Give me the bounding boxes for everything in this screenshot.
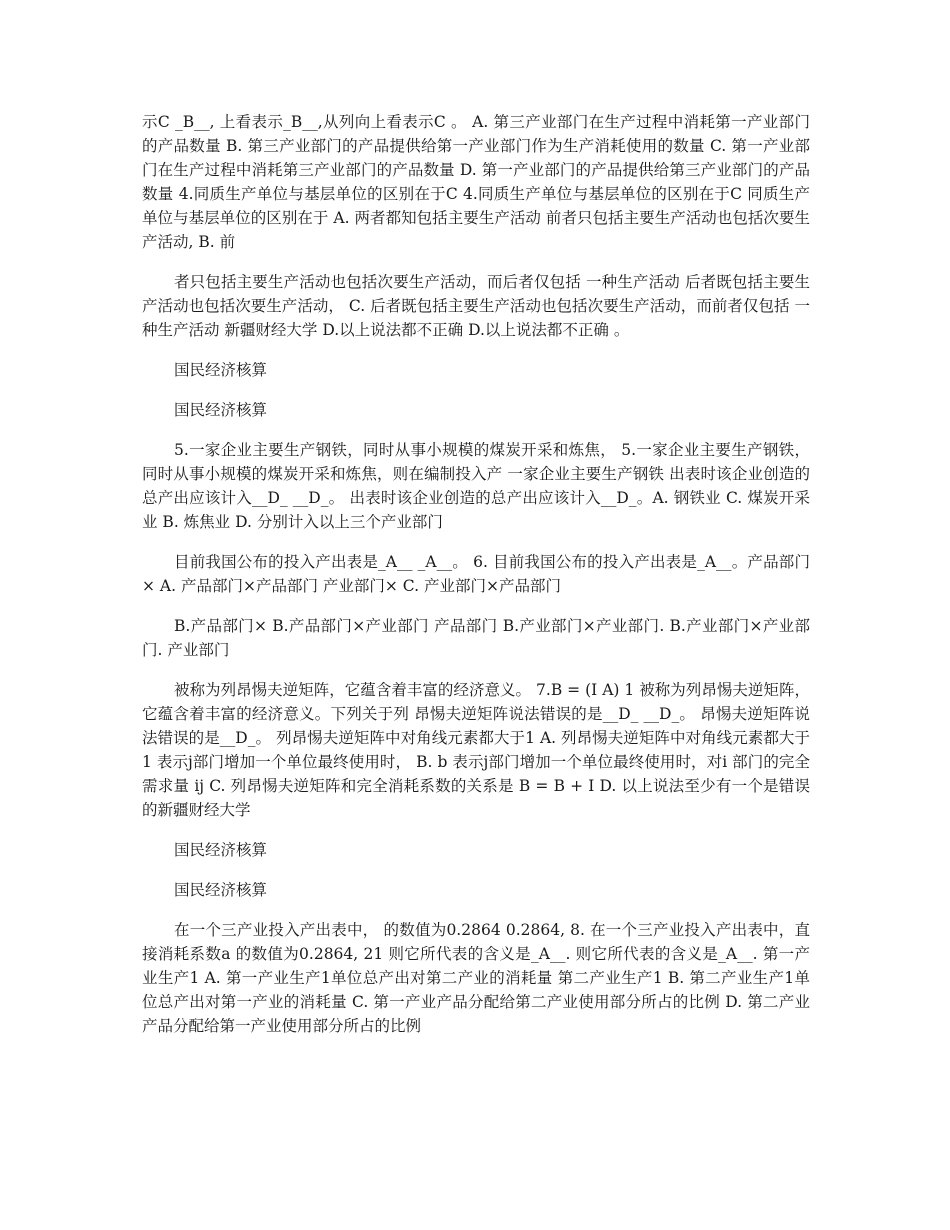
paragraph-q5: 5.一家企业主要生产钢铁，同时从事小规模的煤炭开采和炼焦， 5.一家企业主要生产钢铁，同时从事小规模的煤炭开采和炼焦，则在编制投入产 一家企业主要生产钢铁 出表时该企业创造的总产出应该计入__D_ __D_。 出表时该企业创造的总产出应该计入__D_。A. 钢铁业 C. 煤炭开采业 B. 炼焦业 D. 分别计入以上三个产业部门 — [142, 441, 810, 531]
section-heading: 国民经济核算 — [174, 881, 268, 899]
document-page — [142, 110, 810, 1054]
section-heading: 国民经济核算 — [174, 841, 268, 859]
section-heading: 国民经济核算 — [174, 401, 268, 419]
paragraph-q7: 被称为列昂惕夫逆矩阵，它蕴含着丰富的经济意义。 7.B = (I A) 1 被称为列昂惕夫逆矩阵，它蕴含着丰富的经济意义。下列关于列 昂惕夫逆矩阵说法错误的是__D_ __D_。 昂惕夫逆矩阵说法错误的是__D_。 列昂惕夫逆矩阵中对角线元素都大于1 A. 列昂惕夫逆矩阵中对角线元素都大于1 表示j部门增加一个单位最终使用时， B. b 表示j部门增加一个单位最终使用时，对i 部门的完全需求量 ij C. 列昂惕夫逆矩阵和完全消耗系数的关系是 B = B + I D. 以上说法至少有一个是错误的新疆财经大学 — [142, 681, 810, 819]
paragraph-q8: 在一个三产业投入产出表中， 的数值为0.2864 0.2864, 8. 在一个三产业投入产出表中，直接消耗系数a 的数值为0.2864, 21 则它所代表的含义是_A__. 则它所代表的含义是_A__. 第一产业生产1 A. 第一产业生产1单位总产出对第二产业的消耗量 第二产业生产1 B. 第二产业生产1单位总产出对第一产业的消耗量 C. 第一产业产品分配给第二产业使用部分所占的比例 D. 第二产业产品分配给第一产业使用部分所占的比例 — [142, 921, 810, 1035]
paragraph-q6-options: B.产品部门× B.产品部门×产业部门 产品部门 B.产业部门×产业部门. B.产业部门×产业部门. 产业部门 — [142, 617, 810, 659]
paragraph-q4-continued: 者只包括主要生产活动也包括次要生产活动，而后者仅包括 一种生产活动 后者既包括主要生产活动也包括次要生产活动， C. 后者既包括主要生产活动也包括次要生产活动，而前者仅包括 一种生产活动 新疆财经大学 D.以上说法都不正确 D.以上说法都不正确 。 — [142, 273, 810, 339]
section-heading: 国民经济核算 — [174, 361, 268, 379]
paragraph-q3-continued: 示C _B__, 上看表示_B__,从列向上看表示C 。 A. 第三产业部门在生产过程中消耗第一产业部门的产品数量 B. 第三产业部门的产品提供给第一产业部门作为生产消耗使用的数量 C. 第一产业部门在生产过程中消耗第三产业部门的产品数量 D. 第一产业部门的产品提供给第三产业部门的产品数量 4.同质生产单位与基层单位的区别在于C 4.同质生产单位与基层单位的区别在于C 同质生产单位与基层单位的区别在于 A. 两者都知包括主要生产活动 前者只包括主要生产活动也包括次要生产活动, B. 前 — [142, 113, 810, 251]
paragraph-q6: 目前我国公布的投入产出表是_A__ _A__。 6. 目前我国公布的投入产出表是_A__。产品部门× A. 产品部门×产品部门 产业部门× C. 产业部门×产品部门 — [142, 553, 810, 595]
